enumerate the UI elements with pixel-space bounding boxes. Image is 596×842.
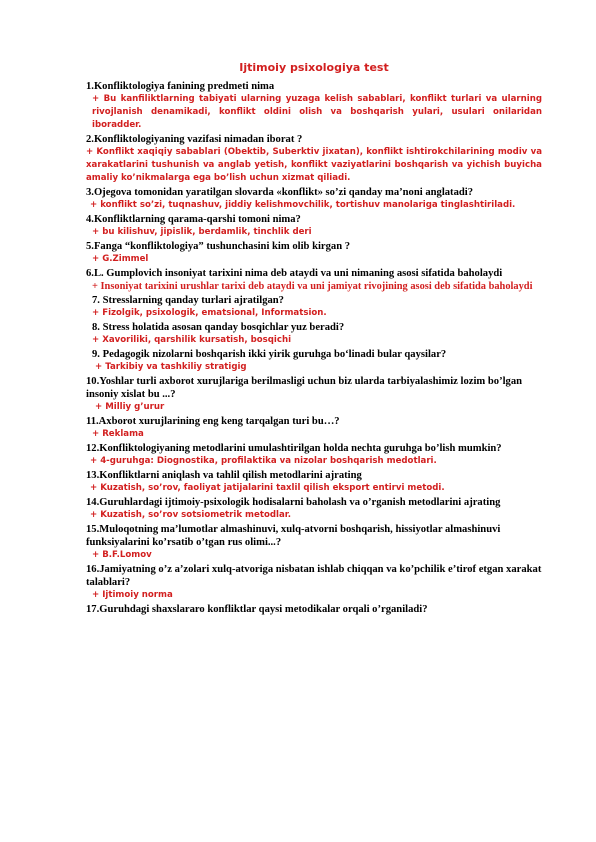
- question-1: 1.Konfliktologiya fanining predmeti nima: [86, 81, 275, 92]
- question-4: 4.Konfliktlarning qarama-qarshi tomoni nima?: [86, 214, 301, 225]
- question-3: 3.Ojegova tomonidan yaratilgan slovarda «konflikt» so’zi qanday ma’noni anglatadi?: [86, 187, 474, 198]
- answer-1: + Bu kanfiliktlarning tabiyati ularning yuzaga kelish sabablari, konflikt turlari va ularning rivojlanish denamikadi, konflikt oldini olish va boshqarish yulari, usulari onilaridan iboradder.: [92, 94, 542, 130]
- answer-15: + B.F.Lomov: [92, 550, 152, 560]
- question-15: 15.Muloqotning ma’lumotlar almashinuvi, xulq-atvorni boshqarish, hissiyotlar almashinuvi funksiyalarini ko’rsatib o’tgan rus olimi...?: [86, 524, 501, 548]
- question-7: 7. Stresslarning qanday turlari ajratilgan?: [92, 295, 284, 306]
- document-page: [86, 60, 542, 616]
- answer-14: + Kuzatish, so’rov sotsiometrik metodlar.: [90, 510, 292, 520]
- question-17: 17.Guruhdagi shaxslararo konfliktlar qaysi metodikalar orqali o’rganiladi?: [86, 604, 428, 615]
- question-11: 11.Axborot xurujlarining eng keng tarqalgan turi bu…?: [86, 416, 340, 427]
- question-6: 6.L. Gumplovich insoniyat tarixini nima deb ataydi va uni nimaning asosi sifatida baholaydi: [86, 268, 503, 279]
- question-2: 2.Konfliktologiyaning vazifasi nimadan iborat ?: [86, 134, 303, 145]
- answer-9: + Tarkibiy va tashkiliy stratigig: [95, 362, 247, 372]
- question-14: 14.Guruhlardagi ijtimoiy-psixologik hodisalarni baholash va o’rganish metodlarini ajrating: [86, 497, 501, 508]
- question-13: 13.Konfliktlarni aniqlash va tahlil qilish metodlarini ajrating: [86, 470, 362, 481]
- question-10: 10.Yoshlar turli axborot xurujlariga berilmasligi uchun biz ularda tarbiyalashimiz lozim bo’lgan insoniy xislat bu ...?: [86, 376, 523, 400]
- answer-10: + Milliy g’urur: [95, 402, 165, 412]
- question-5: 5.Fanga “konfliktologiya” tushunchasini kim olib kirgan ?: [86, 241, 351, 252]
- question-12: 12.Konfliktologiyaning metodlarini umulashtirilgan holda nechta guruhga bo’lish mumkin?: [86, 443, 502, 454]
- answer-13: + Kuzatish, so’rov, faoliyat jatijalarini taxlil qilish eksport entirvi metodi.: [90, 483, 445, 493]
- answer-6: + Insoniyat tarixini urushlar tarixi deb ataydi va uni jamiyat rivojining asosi deb sifatida baholaydi: [92, 281, 533, 292]
- answer-4: + bu kilishuv, jipislik, berdamlik, tinchlik deri: [92, 227, 312, 237]
- question-16: 16.Jamiyatning o’z a’zolari xulq-atvoriga nisbatan ishlab chiqqan va ko’pchilik e’tirof etgan xarakat talablari?: [86, 564, 542, 588]
- answer-11: + Reklama: [92, 429, 144, 439]
- document-title: Ijtimoiy psixologiya test: [239, 61, 389, 74]
- answer-5: + G.Zimmel: [92, 254, 149, 264]
- answer-12: + 4-guruhga: Diognostika, profilaktika va nizolar boshqarish medotlari.: [90, 456, 437, 466]
- question-8: 8. Stress holatida asosan qanday bosqichlar yuz beradi?: [92, 322, 345, 333]
- answer-7: + Fizolgik, psixologik, ematsional, Informatsion.: [92, 308, 327, 318]
- answer-8: + Xavoriliki, qarshilik kursatish, bosqichi: [92, 335, 292, 345]
- question-9: 9. Pedagogik nizolarni boshqarish ikki yirik guruhga bo‘linadi bular qaysilar?: [92, 349, 447, 360]
- answer-2: + Konflikt xaqiqiy sabablari (Obektib, Suberktiv jixatan), konflikt ishtirokchilarining modiv va xarakatlarini tushunish va anglab yetish, konflikt vaziyatlarini boshqarish va yichish buyicha amaliy ko’nikmalarga ega bo’lish uchun xizmat qiliadi.: [86, 147, 542, 183]
- answer-3: + konflikt so’zi, tuqnashuv, jiddiy kelishmovchilik, tortishuv manolariga tinglashtiriladi.: [90, 200, 516, 210]
- answer-16: + Ijtimoiy norma: [92, 590, 173, 600]
